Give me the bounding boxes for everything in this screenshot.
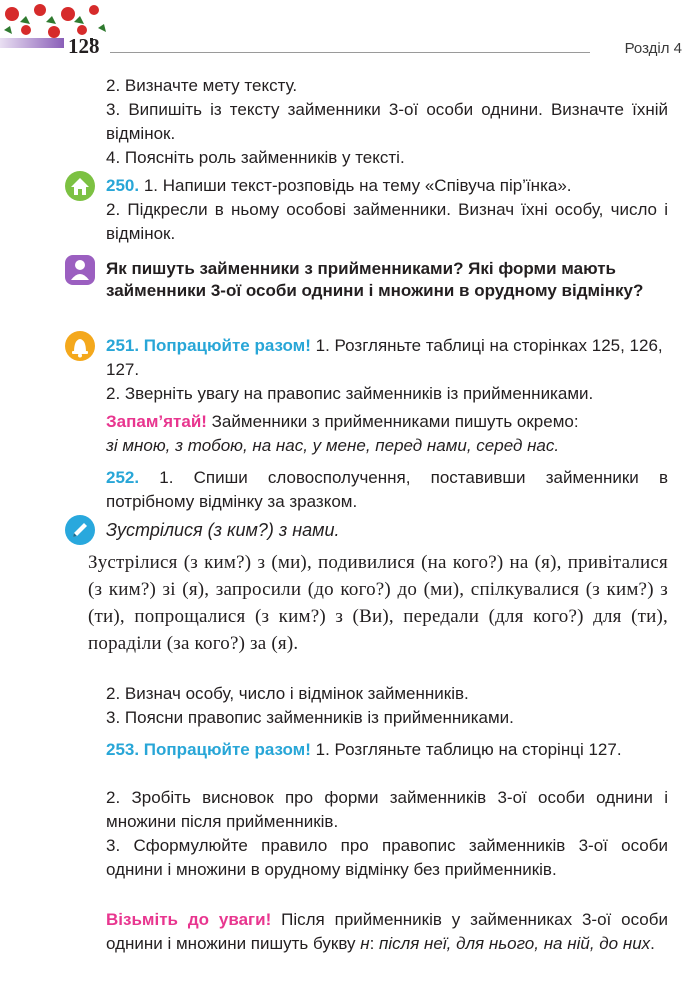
remember-examples: зі мною, з тобою, на нас, у мене, перед нами, серед нас.: [106, 436, 560, 455]
exercise-252-number: 252.: [106, 468, 140, 487]
exercise-252: [106, 466, 668, 514]
exercise-250-number: 250.: [106, 176, 140, 195]
remember-label: Запам’ятай!: [106, 412, 207, 431]
page-number: 128: [68, 34, 100, 58]
exercise-253-task-2: 2. Зробіть висновок про форми займенників 3-ої особи однини і множини після прийменників.: [106, 788, 668, 831]
question-text: Як пишуть займенники з прийменниками? Які форми мають займенники 3-ої особи однини і множини в орудному відмінку?: [106, 259, 644, 300]
question-icon: [64, 254, 96, 286]
exercise-252-text: Зустрілися (з ким?) з (ми), подивилися (на кого?) на (я), привіталися (з ким?) зі (я), запросили (до кого?) до (ми), спілкувалися (з ким?) з (ти), попрощалися (з ким?) з (Ви), передали (для кого?) для (ти), пораділи (за кого?) за (я).: [88, 552, 668, 654]
note-end: .: [650, 934, 655, 953]
exercise-250: [106, 174, 668, 198]
note-rule: [106, 908, 668, 956]
home-icon: [64, 170, 96, 202]
prev-item-2: 2. Визначте мету тексту.: [106, 76, 298, 95]
exercise-253-task-3: 3. Сформулюйте правило про правопис займенників 3-ої особи однини і множини в орудному відмінку без прийменників.: [106, 836, 668, 879]
header-rule: [110, 52, 590, 53]
prev-item-3: 3. Випишіть із тексту займенники 3-ої особи однини. Визначте їхній відмінок.: [106, 100, 668, 143]
note-letter: н: [360, 934, 370, 953]
exercise-253-number: 253. Попрацюйте разом!: [106, 740, 311, 759]
bell-icon: [64, 330, 96, 362]
note-text-1: Після прийменників у займенниках 3-ої особи однини і множини пишуть букву: [106, 910, 668, 953]
prev-item-4: 4. Поясніть роль займенників у тексті.: [106, 148, 405, 167]
exercise-252-task-3: 3. Поясни правопис займенників із прийменниками.: [106, 708, 514, 727]
exercise-250-task-1: 1. Напиши текст-розповідь на тему «Співуча пір’їнка».: [139, 176, 572, 195]
section-label: Розділ 4: [624, 40, 682, 57]
exercise-253-task-1: 1. Розгляньте таблицю на сторінці 127.: [310, 740, 622, 759]
remember-text: Займенники з прийменниками пишуть окремо:: [206, 412, 579, 431]
exercise-252-task-1: 1. Спиши словосполучення, поставивши займенники в потрібному відмінку за зразком.: [106, 468, 668, 511]
note-label: Візьміть до уваги!: [106, 910, 272, 929]
exercise-250-task-2: 2. Підкресли в ньому особові займенники. Визнач їхні особу, число і відмінок.: [106, 200, 668, 243]
exercise-251-task-2: 2. Зверніть увагу на правопис займенників із прийменниками.: [106, 384, 594, 403]
exercise-251-number: 251. Попрацюйте разом!: [106, 336, 311, 355]
exercise-252-task-2: 2. Визнач особу, число і відмінок займенників.: [106, 684, 469, 703]
exercise-253: [106, 738, 668, 762]
header-accent-bar: [0, 38, 64, 48]
exercise-251: [106, 334, 668, 382]
pencil-icon: [64, 514, 96, 546]
sample-sentence: Зустрілися (з ким?) з нами.: [106, 520, 340, 540]
note-examples: після неї, для нього, на ній, до них: [379, 934, 651, 953]
remember-rule: [106, 410, 668, 434]
exercise-251-task-1: 1. Розгляньте таблиці на сторінках 125, 126, 127.: [106, 336, 663, 379]
note-text-2: :: [369, 934, 380, 953]
